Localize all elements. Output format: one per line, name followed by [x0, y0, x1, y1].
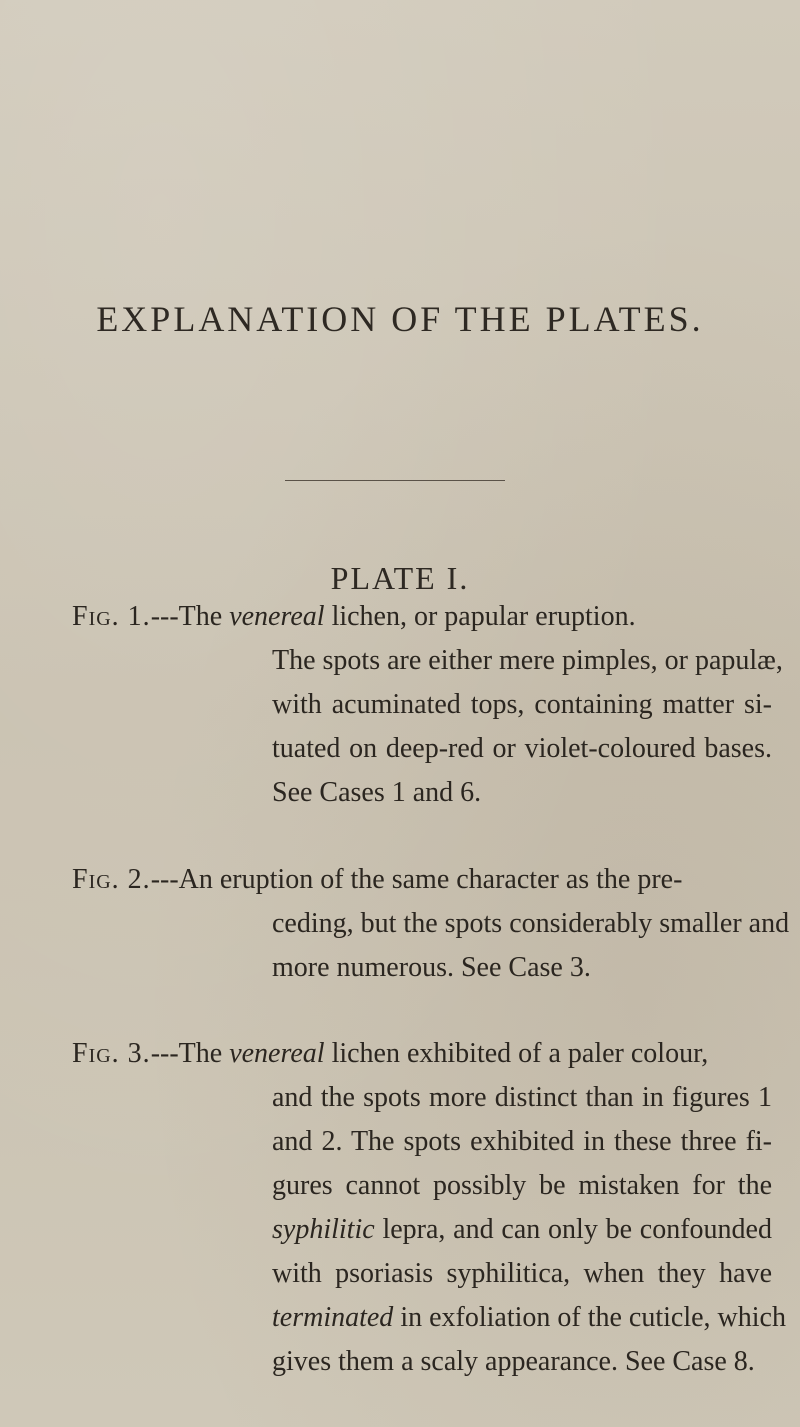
page-title: EXPLANATION OF THE PLATES.: [96, 299, 704, 339]
figure-1-line-4: tuated on deep-red or violet-coloured bases.: [272, 733, 772, 764]
figure-2-line-1-text: ---An eruption of the same character as the pre-: [150, 864, 683, 895]
figure-3-line-2: and the spots more distinct than in figures 1: [272, 1082, 772, 1113]
figure-3-line-7: [272, 1296, 786, 1340]
figure-3-line-1: [72, 1032, 708, 1076]
figure-2-line-3: more numerous. See Case 3.: [272, 952, 591, 983]
figure-3-label: Fig. 3.: [72, 1038, 151, 1069]
figure-3-line-1-post: lichen exhibited of a paler colour,: [324, 1038, 709, 1069]
figure-1-line-1-italic: venereal: [229, 601, 325, 632]
figure-2-label: Fig. 2.: [72, 864, 151, 895]
figure-3-line-8: gives them a scaly appearance. See Case 8.: [272, 1346, 755, 1377]
figure-1-line-1-pre: ---The: [150, 601, 230, 632]
figure-3-line-1-italic: venereal: [229, 1038, 325, 1069]
figure-1-line-1-post: lichen, or papular eruption.: [324, 601, 636, 632]
figure-1-line-2: The spots are either mere pimples, or papulæ,: [272, 645, 783, 676]
figure-3-line-5: [272, 1208, 772, 1252]
figure-1-line-5: See Cases 1 and 6.: [272, 777, 482, 808]
figure-3-line-3: and 2. The spots exhibited in these three fi-: [272, 1126, 772, 1157]
figure-3-line-4: gures cannot possibly be mistaken for the: [272, 1170, 772, 1201]
figure-1-label: Fig. 1.: [72, 601, 151, 632]
figure-2-line-2: ceding, but the spots considerably smaller and: [272, 908, 790, 939]
title-rule: [285, 480, 505, 481]
figure-2-line-1: [72, 858, 682, 902]
figure-1-line-1: [72, 595, 636, 639]
figure-3-line-5-italic: syphilitic: [272, 1214, 375, 1245]
figure-3-line-7-italic: terminated: [272, 1302, 394, 1333]
figure-1-line-3: with acuminated tops, containing matter si-: [272, 689, 772, 720]
plate-title: PLATE I.: [330, 560, 470, 596]
figure-3-line-7-post: in exfoliation of the cuticle, which: [393, 1302, 786, 1333]
figure-3-line-6: with psoriasis syphilitica, when they have: [272, 1258, 772, 1289]
figure-3-line-1-pre: ---The: [150, 1038, 230, 1069]
figure-3-line-5-post: lepra, and can only be confounded: [374, 1214, 772, 1245]
